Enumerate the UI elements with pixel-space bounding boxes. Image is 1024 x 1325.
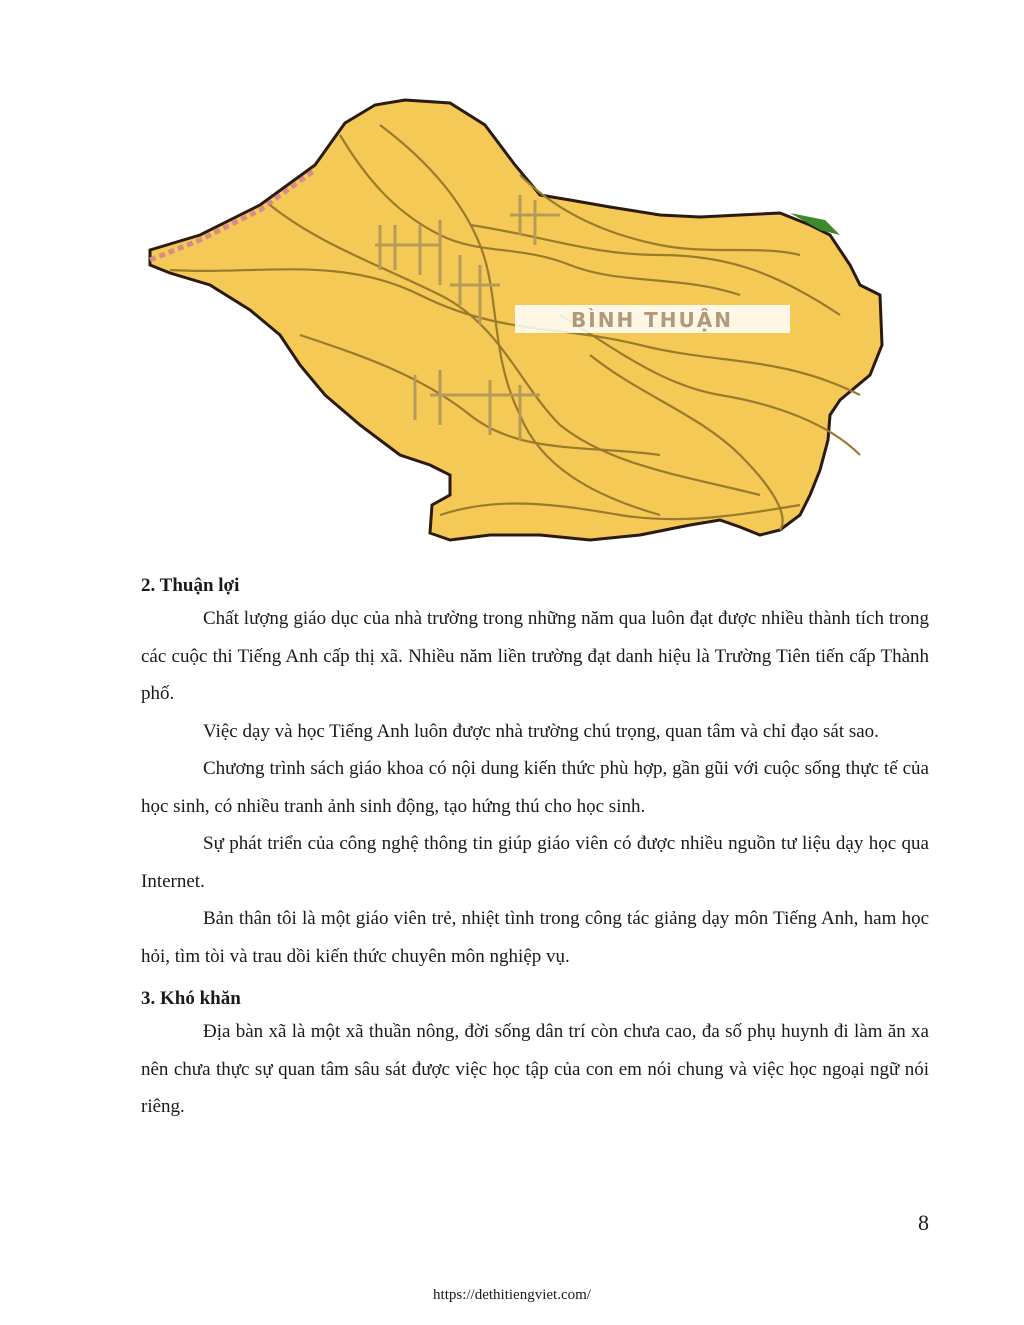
binh-thuan-map <box>140 95 885 550</box>
paragraph: Chương trình sách giáo khoa có nội dung kiến thức phù hợp, gần gũi với cuộc sống thực tế của học sinh, có nhiều tranh ảnh sinh động, tạo hứng thú cho học sinh. <box>141 758 929 817</box>
section-heading-difficulties: 3. Khó khăn <box>141 988 241 1009</box>
map-label: BÌNH THUẬN <box>571 308 733 332</box>
page-number: 8 <box>918 1210 929 1235</box>
paragraph: Việc dạy và học Tiếng Anh luôn được nhà trường chú trọng, quan tâm và chỉ đạo sát sao. <box>203 720 879 742</box>
footer-url[interactable]: https://dethitiengviet.com/ <box>433 1287 591 1303</box>
map-image <box>140 95 885 550</box>
paragraph: Chất lượng giáo dục của nhà trường trong những năm qua luôn đạt được nhiều thành tích trong các cuộc thi Tiếng Anh cấp thị xã. Nhiều năm liền trường đạt danh hiệu là Trường Tiên tiến cấp Thành phố. <box>141 608 929 704</box>
paragraph: Địa bàn xã là một xã thuần nông, đời sống dân trí còn chưa cao, đa số phụ huynh đi làm ăn xa nên chưa thực sự quan tâm sâu sát được việc học tập của con em nói chung và việc học ngoại ngữ nói riêng. <box>141 1021 929 1117</box>
paragraph: Sự phát triển của công nghệ thông tin giúp giáo viên có được nhiều nguồn tư liệu dạy học qua Internet. <box>141 833 929 892</box>
paragraph: Bản thân tôi là một giáo viên trẻ, nhiệt tình trong công tác giảng dạy môn Tiếng Anh, ham học hỏi, tìm tòi và trau dồi kiến thức chuyên môn nghiệp vụ. <box>141 908 929 967</box>
section-heading-advantages: 2. Thuận lợi <box>141 575 240 596</box>
document-body <box>141 572 929 1126</box>
